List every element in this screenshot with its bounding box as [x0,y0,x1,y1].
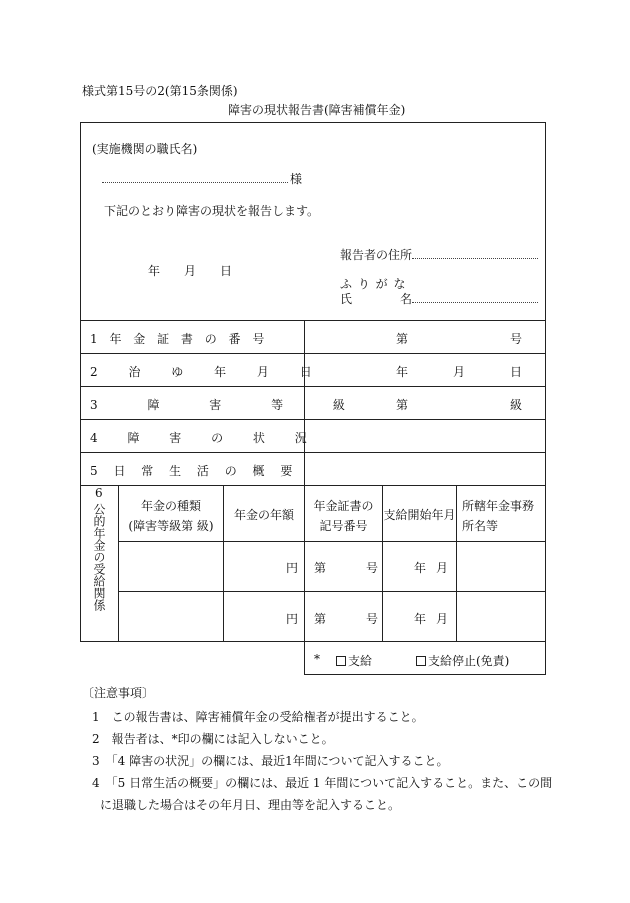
sec6-header-certificate-number-line1: 年金証書の [313,499,374,513]
sec6-header-office [462,496,546,536]
status-payment-option[interactable] [336,652,372,669]
notes-title: 〔注意事項〕 [82,686,155,700]
payment-label: 支給 [348,654,373,668]
row-divider [80,353,546,354]
form-number: 様式第15号の2(第15条関係) [82,84,238,98]
note-item: 1 この報告書は、障害補償年金の受給権者が提出すること。 [92,710,424,724]
note-item: 3 「4 障害の状況」の欄には、最近1年間について記入すること。 [92,754,449,768]
reporter-address-line[interactable] [412,258,538,259]
suspended-checkbox[interactable] [416,656,426,666]
sec6-entry1-yen[interactable]: 円 [286,561,299,575]
row3-label: 3 障 害 等 級 [90,398,345,412]
sec6-entry2-yen[interactable]: 円 [286,612,299,626]
sec6-header-annual-amount [224,506,304,523]
form-frame [80,122,546,642]
suspended-label: 支給停止(免責) [428,654,510,668]
sec6-header-pension-type-line2: (障害等級第 級) [128,519,214,533]
row5-label: 5 日 常 生 活 の 概 要 [90,464,293,478]
sec6-row-divider [118,541,546,542]
name-label-left: 氏 [340,292,353,306]
reporter-address-label: 報告者の住所 [340,248,413,262]
row3-kyu[interactable]: 級 [510,398,523,412]
payment-checkbox[interactable] [336,656,346,666]
sec6-entry1-year[interactable]: 年 [414,561,427,575]
status-asterisk: * [314,652,320,666]
sec6-number: 6 [95,486,103,500]
furigana-label: ふ り が な [340,277,407,291]
status-suspended-option[interactable] [416,652,509,669]
sec6-entry1-dai[interactable]: 第 [314,561,327,575]
row4-label: 4 障 害 の 状 況 [90,431,307,445]
date-day: 日 [220,264,233,278]
agency-name-line[interactable] [102,182,288,183]
row1-go[interactable]: 号 [510,332,523,346]
sec6-entry2-go[interactable]: 号 [366,612,379,626]
row-divider [80,419,546,420]
sec6-entry2-dai[interactable]: 第 [314,612,327,626]
date-month: 月 [184,264,197,278]
note-item: 2 報告者は、*印の欄には記入しないこと。 [92,732,334,746]
row2-label: 2 治 ゆ 年 月 日 [90,365,312,379]
row3-dai[interactable]: 第 [396,398,409,412]
sec6-col-divider [456,485,457,642]
sec6-header-office-line2: 所名等 [462,519,499,533]
sec6-header-pension-type-line1: 年金の種類 [140,499,201,513]
row2-month[interactable]: 月 [453,365,466,379]
note-item: 4 「5 日常生活の概要」の欄には、最近 1 年間について記入すること。また、この間 [92,776,553,790]
sec6-header-start-month-line1: 支給開始年月 [383,508,456,522]
row-divider [80,320,546,321]
sec6-entry2-month[interactable]: 月 [436,612,449,626]
sec6-vertical-label: 公的年金の受給関係 [92,503,106,611]
sec6-header-office-line1: 所轄年金事務 [462,499,535,513]
statement-text: 下記のとおり障害の現状を報告します。 [104,204,320,218]
row2-day[interactable]: 日 [510,365,523,379]
row-divider [80,386,546,387]
sec6-header-certificate-number [305,496,382,536]
row2-year[interactable]: 年 [396,365,409,379]
sec6-entry1-month[interactable]: 月 [436,561,449,575]
name-label-right: 名 [400,292,413,306]
reporter-name-line[interactable] [412,302,538,303]
agency-label: (実施機関の職氏名) [92,142,198,156]
row-divider [80,452,546,453]
sama-label: 様 [290,172,303,186]
sec6-header-start-month [383,506,456,523]
sec6-entry1-go[interactable]: 号 [366,561,379,575]
sec6-row-divider [118,591,546,592]
row1-dai[interactable]: 第 [396,332,409,346]
sec6-entry2-year[interactable]: 年 [414,612,427,626]
form-title: 障害の現状報告書(障害補償年金) [228,103,406,117]
row1-label: 1 年 金 証 書 の 番 号 [90,332,265,346]
date-year: 年 [148,264,161,278]
note-item-continued: に退職した場合はその年月日、理由等を記入すること。 [100,798,401,812]
sec6-header-certificate-number-line2: 記号番号 [319,519,368,533]
sec6-header-annual-amount-line1: 年金の年額 [233,508,294,522]
row-divider [80,485,546,486]
sec6-header-pension-type [119,496,223,536]
